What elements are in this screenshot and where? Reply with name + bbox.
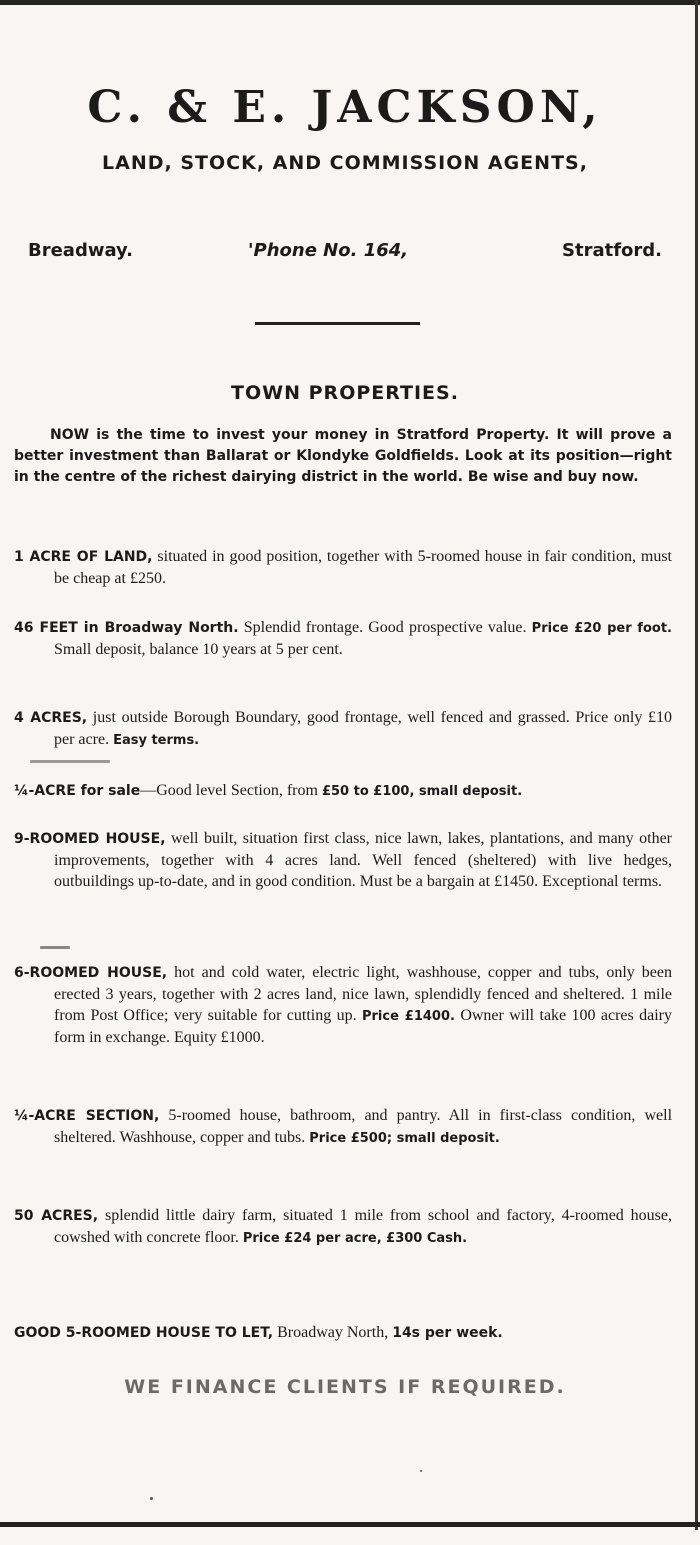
finance-note: WE FINANCE CLIENTS IF REQUIRED. (124, 1376, 566, 1398)
listing-tail: Small deposit, balance 10 years at 5 per cent. (54, 641, 343, 658)
listing-lead: ¼-ACRE SECTION, (14, 1108, 160, 1124)
listing-price: £50 to £100, small deposit. (321, 784, 523, 799)
phone-number: 'Phone No. 164, (248, 240, 409, 261)
listing-item (14, 962, 672, 1048)
listing-item (14, 1205, 672, 1249)
to-let-price: 14s per week. (392, 1325, 503, 1341)
to-let-lead: GOOD 5-ROOMED HOUSE TO LET, (14, 1325, 274, 1341)
intro-text: NOW is the time to invest your money in Stratford Property. It will prove a better investment than Ballarat or Klondyke Goldfields. Look at its position—right in the centre of the richest dairying district in the world. Be wise and buy now. (14, 427, 672, 485)
listing-item (14, 828, 672, 892)
print-smudge (40, 946, 70, 949)
listing-lead: 9-ROOMED HOUSE, (14, 831, 166, 847)
listing-price: Price £24 per acre, £300 Cash. (242, 1231, 468, 1246)
listing-price: Easy terms. (113, 733, 200, 748)
listing-text: hot and cold water, electric light, washhouse, copper and tubs, only been erected 3 years, together with 2 acres land, nice lawn, splendidly fenced and sheltered. 1 mile from Post Office; very suitable for cutting up. (54, 964, 672, 1024)
listing-text: just outside Borough Boundary, good frontage, well fenced and grassed. Price only £10 per acre. (54, 709, 672, 748)
listing-item (14, 617, 672, 660)
listing-item (14, 707, 672, 751)
listing-price: Price £1400. (361, 1009, 455, 1024)
print-speck (420, 1470, 422, 1472)
listing-text: well built, situation first class, nice lawn, lakes, plantations, and many other improvements, together with 4 acres land. Well fenced (sheltered) with live hedges, outbuildings up-to-date, and in good condition. Must be a bargain at £1450. Exceptional terms. (54, 830, 672, 890)
firm-name: C. & E. JACKSON, (87, 82, 603, 133)
listing-item (14, 780, 672, 802)
listing-text: situated in good position, together with 5-roomed house in fair condition, must be cheap at £250. (54, 548, 672, 587)
print-speck (150, 1497, 153, 1500)
listing-lead: 6-ROOMED HOUSE, (14, 965, 168, 981)
listing-tail: Owner will take 100 acres dairy form in exchange. Equity £1000. (54, 1007, 673, 1046)
contact-line (28, 240, 662, 270)
listing-lead: 50 ACRES, (14, 1208, 99, 1224)
print-smudge (30, 760, 110, 763)
listing-item (14, 546, 672, 589)
street-address: Breadway. (28, 240, 133, 261)
divider-rule (255, 322, 420, 325)
listing-lead: 1 ACRE OF LAND, (14, 549, 153, 565)
listing-text: —Good level Section, from (140, 782, 322, 799)
town-name: Stratford. (562, 240, 662, 261)
listing-price: Price £500; small deposit. (309, 1131, 500, 1146)
firm-tagline: LAND, STOCK, AND COMMISSION AGENTS, (102, 152, 588, 174)
listing-text: splendid little dairy farm, situated 1 mile from school and factory, 4-roomed house, cowshed with concrete floor. (54, 1207, 672, 1246)
listing-lead: 46 FEET in Broadway North. (14, 620, 239, 636)
listing-text: Splendid frontage. Good prospective value. (238, 619, 532, 636)
listing-lead: ¼-ACRE for sale (14, 783, 141, 799)
listing-text: 5-roomed house, bathroom, and pantry. All in first-class condition, well sheltered. Washhouse, copper and tubs. (54, 1107, 673, 1146)
listing-price: Price £20 per foot. (531, 621, 672, 636)
section-heading: TOWN PROPERTIES. (231, 382, 459, 404)
to-let-text: Broadway North, (273, 1324, 393, 1341)
intro-paragraph (14, 425, 672, 488)
listing-item (14, 1105, 672, 1149)
to-let-notice (14, 1322, 672, 1344)
listing-lead: 4 ACRES, (14, 710, 88, 726)
right-border (695, 0, 698, 1530)
